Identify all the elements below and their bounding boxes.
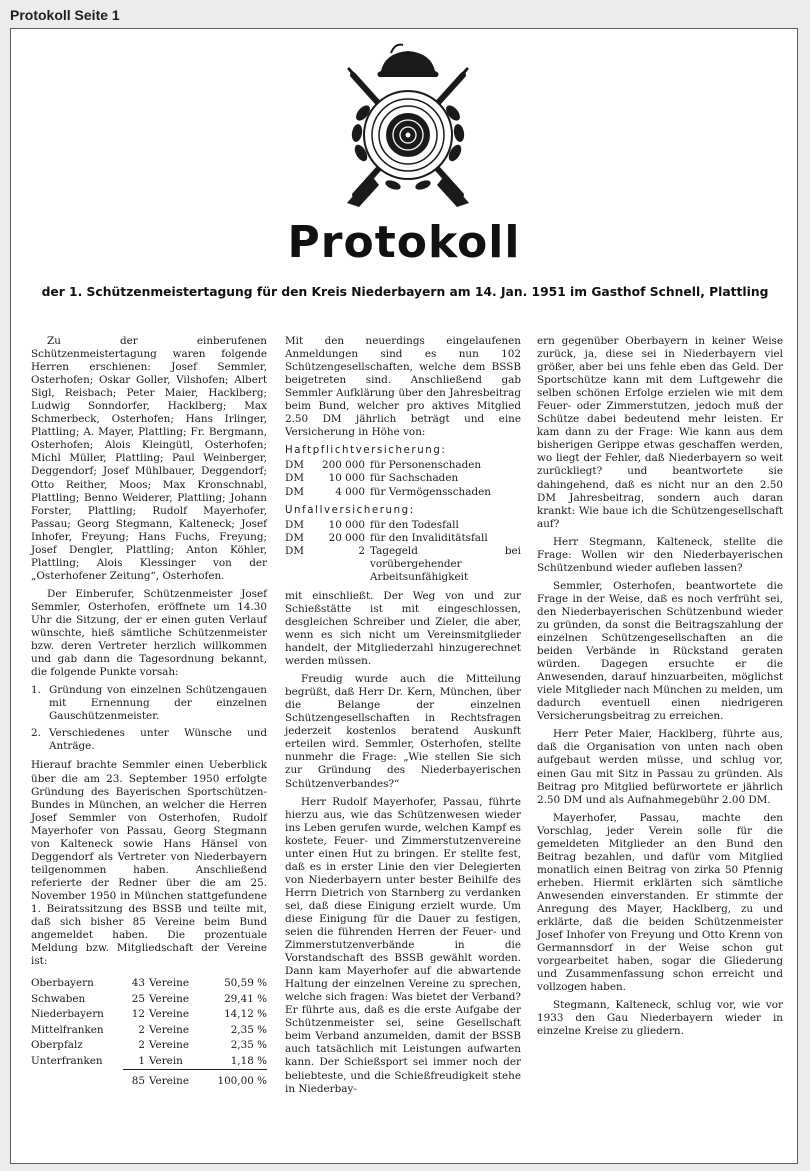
shooting-target-emblem-icon <box>333 43 483 208</box>
paragraph-continuation: ern gegenüber Oberbayern in keiner Weise zurück, ja, diese sei in Niederbayern viel größer, aber bei uns fehle eben das Geld. Der Sportschütze kann mit dem Luftgewehr die selben schönen Erfolge erzielen wie mit dem Feuer- oder Zimmerstutzen, jedoch muß der Schütze dabei bedeutend mehr leisten. Er kam dann zu der Frage: Wie kann aus dem bisherigen Gerippe etwas geschaffen werden, wo liegt der Fehler, daß Niederbayern so weit zurückliegt? und beantwortete sie dahingehend, daß es nicht nur an den 2.50 DM Jahresbeitrag, sondern auch daran krankt: Wie baue ich die Schützengesellschaft auf? <box>537 335 783 530</box>
paragraph-membership: Mit den neuerdings eingelaufenen Anmeldungen sind es nun 102 Schützengesellschaften, welche dem BSSB beigetreten sind. Anschließend gab Semmler Aufklärung über den Jahresbeitrag beim Bund, welcher pro aktives Mitglied 2.50 DM jährlich beträgt und eine Versicherung in Höhe von: <box>285 335 521 439</box>
paragraph-insurance-scope: mit einschließt. Der Weg von und zur Schießstätte ist mit eingeschlossen, desgleichen Schreiber und Zieler, die aber, wenn es sich nicht um Vereinsmitglieder handelt, der Mitgliederzahl hinzugerechnet werden müssen. <box>285 589 521 668</box>
paragraph-stegmann-question: Herr Stegmann, Kalteneck, stellte die Frage: Wollen wir den Niederbayerischen Schützenbund wieder aufleben lassen? <box>537 535 783 574</box>
insurance-row: DM 10 000 für Sachschaden <box>285 472 459 485</box>
table-row: Mittelfranken 2 Vereine 2,35 % <box>31 1023 267 1036</box>
table-row: Oberbayern 43 Vereine 50,59 % <box>31 977 267 990</box>
table-row: Oberpfalz 2 Vereine 2,35 % <box>31 1039 267 1052</box>
column-1 <box>31 335 267 1090</box>
document-subtitle: der 1. Schützenmeistertagung für den Kreis Niederbayern am 14. Jan. 1951 im Gasthof Schnell, Plattling <box>41 285 769 299</box>
paragraph-semmler-answer: Semmler, Osterhofen, beantwortete die Frage in der Weise, daß es noch verfrüht sei, den Niederbayerischen Schützenbund wieder zu gründen, da sonst die Beitragszahlung der einzelnen Schützengesellschaften an die beiden Verbände in Rückstand geraten würden. Dagegen ersuchte er die Anwesenden, darauf hinzuarbeiten, möglichst viele Mitglieder nach München zu melden, um dadurch eventuell einen niedrigeren Versicherungsbeitrag zu erreichen. <box>537 579 783 723</box>
paragraph-mayerhofer: Herr Rudolf Mayerhofer, Passau, führte hierzu aus, wie das Schützenwesen wieder ins Leben gerufen wurde, welchen Kampf es kostete, Feuer- und Zimmerstutzenvereine unter einen Hut zu bringen. Er stellte fest, daß es in erster Linie den vier Delegierten von Niederbayern unter bester Beihilfe des Herrn Dietrich von Starnberg zu verdanken sei, daß diese Einigung erzielt wurde. Um diese Einigung für die Dauer zu festigen, seien die führenden Herren der Feuer- und Zimmerstutzenverbände in die Vorstandschaft des BSSB gewählt worden. Dann kam Mayerhofer auf die abwartende Haltung der einzelnen Vereine zu sprechen, welche sich fragen: Was bietet der Verband? Er führte aus, daß es die erste Aufgabe der Schützenmeister sei, seine Gesellschaft beim Verband anzumelden, damit der BSSB auch tatsächlich mit Leistungen aufwarten kann. Der Schießsport sei immer noch der beliebteste, und die Schießfreudigkeit stehe in Niederbay- <box>285 795 521 1095</box>
page-label: Protokoll Seite 1 <box>10 7 120 23</box>
paragraph-stegmann-proposal: Stegmann, Kalteneck, schlug vor, wie vor 1933 den Gau Niederbayern wieder in einzelne Kreise zu gliedern. <box>537 999 783 1038</box>
document-page <box>10 28 798 1164</box>
paragraph-mayerhofer-proposal: Mayerhofer, Passau, machte den Vorschlag, jeder Verein solle für die gemeldeten Mitglieder an den Bund den Beitrag bezahlen, und dafür vom Mitglied monatlich einen Beitrag von zirka 50 Pfennig erheben. Hiermit erklärten sich sämtliche Anwesenden einverstanden. Er stimmte der Anregung des Mayer, Hacklberg, zu und erklärte, daß die beiden Schützenmeister Josef Inhofer von Freyung und Otto Krenn von Germannsdorf in der Weise schon gut vorgearbeitet haben, sogar die Gliederung und Zusammenfassung schon erreicht und vollzogen haben. <box>537 811 783 994</box>
paragraph-attendees: Zu der einberufenen Schützenmeistertagung waren folgende Herren erschienen: Josef Semmler, Osterhofen; Oskar Goller, Vilshofen; Albert Sigl, Reisbach; Peter Maier, Hacklberg; Ludwig Sonndorfer, Hacklberg; Max Schmerbeck, Osterhofen; Hans Irlinger, Plattling; A. Mayer, Plattling; Fr. Bergmann, Osterhofen; Alois Kleingütl, Osterhofen; Michl Müller, Plattling; Paul Weinberger, Deggendorf; Josef Mühlbauer, Deggendorf; Otto Reither, Moos; Max Kronschnabl, Plattling; Benno Weiderer, Plattling; Johann Forster, Plattling; Rudolf Mayerhofer, Passau; Georg Stegmann, Kalteneck; Josef Inhofer, Freyung; Hans Fuchs, Freyung; Josef Dengler, Plattling; Anton Köhler, Plattling; Alois Klessinger von der „Osterhofener Zeitung“, Osterhofen. <box>31 335 267 582</box>
membership-table <box>31 976 267 1090</box>
agenda-item: 2. Verschiedenes unter Wünsche und Anträge. <box>31 727 267 753</box>
liability-insurance-heading: Haftpflichtversicherung: <box>285 445 447 457</box>
paragraph-maier: Herr Peter Maier, Hacklberg, führte aus, daß die Organisation von unten nach oben aufgebaut werden müsse, und schlug vor, einen Gau mit Sitz in Passau zu gründen. Als Beitrag pro Mitglied befürwortete er jährlich 2.50 DM und als Aufnahmegebühr 2.00 DM. <box>537 728 783 806</box>
column-2 <box>285 335 521 1101</box>
paragraph-opening: Der Einberufer, Schützenmeister Josef Semmler, Osterhofen, eröffnete um 14.30 Uhr die Sitzung, der er einen guten Verlauf wünschte, hieß sämtliche Schützenmeister bzw. deren Vertreter herzlich willkommen und gab dann die Tagesordnung bekannt, die folgende Punkte vorsah: <box>31 587 267 679</box>
agenda-list <box>31 684 267 753</box>
table-row: Unterfranken 1 Verein 1,18 % <box>31 1054 267 1067</box>
table-total-row: 85 Vereine 100,00 % <box>31 1070 267 1090</box>
document-title: Protokoll <box>287 217 521 268</box>
insurance-row: DM 20 000 für den Invaliditätsfall <box>285 531 488 544</box>
paragraph-bssb-founding: Hierauf brachte Semmler einen Ueberblick über die am 23. September 1950 erfolgte Gründung des Bayerischen Sportschützen-Bundes in München, an welcher die Herren Josef Semmler von Osterhofen, Rudolf Mayerhofer von Passau, Georg Stegmann von Kalteneck sowie Hans Hänsel von Deggendorf als Vertreter von Niederbayern teilgenommen haben. Anschließend referierte der Redner über die am 25. November 1950 in München stattgefundene 1. Beiratssitzung des BSSB und teilte mit, daß sich bisher 85 Vereine beim Bund angemeldet haben. Die prozentuale Meldung bzw. Mitgliedschaft der Vereine ist: <box>31 759 267 968</box>
agenda-item: 1. Gründung von einzelnen Schützengauen mit Ernennung der einzelnen Gauschützenmeister. <box>31 684 267 723</box>
insurance-row: DM 2 Tagegeld bei vorübergehender Arbeitsunfähigkeit <box>285 544 521 583</box>
insurance-row: DM 200 000 für Personenschaden <box>285 459 482 472</box>
table-row: Niederbayern 12 Vereine 14,12 % <box>31 1008 267 1021</box>
insurance-row: DM 10 000 für den Todesfall <box>285 518 459 531</box>
paragraph-legal-advice: Freudig wurde auch die Mitteilung begrüßt, daß Herr Dr. Kern, München, über die Belange der einzelnen Schützengesellschaften in Rechtsfragen jederzeit kostenlos beratend Auskunft erteilen wird. Semmler, Osterhofen, stellte nunmehr die Frage: „Wie stellen Sie sich zur Gründung des Niederbayerischen Schützenverbandes?“ <box>285 673 521 790</box>
accident-insurance-heading: Unfallversicherung: <box>285 504 415 516</box>
insurance-row: DM 4 000 für Vermögensschaden <box>285 485 491 498</box>
table-row: Schwaben 25 Vereine 29,41 % <box>31 992 267 1005</box>
column-3 <box>537 335 783 1043</box>
